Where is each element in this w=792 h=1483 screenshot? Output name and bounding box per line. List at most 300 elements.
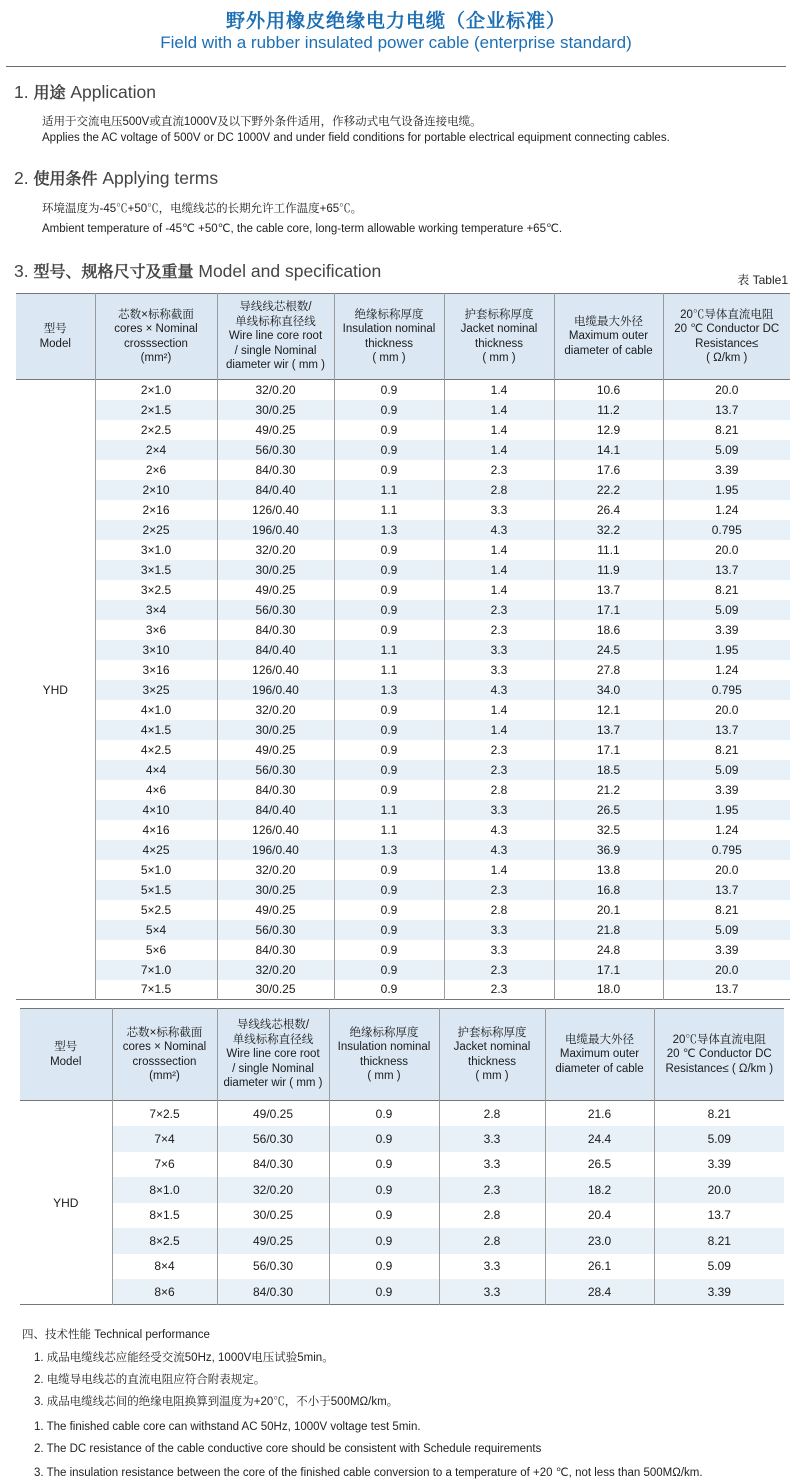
diameter-cell: 17.1 — [554, 600, 663, 620]
cores-cell: 3×16 — [95, 660, 217, 680]
table-row — [16, 740, 790, 760]
page-title-cn: 野外用橡皮绝缘电力电缆（企业标准） — [225, 10, 566, 32]
jacket-cell: 2.3 — [444, 760, 554, 780]
jacket-cell: 4.3 — [444, 820, 554, 840]
insulation-cell: 0.9 — [329, 1152, 439, 1178]
table-caption: 表 Table1 — [737, 273, 788, 287]
resistance-cell: 13.7 — [663, 560, 790, 580]
header-diameter: 电缆最大外径 Maximum outer diameter of cable — [545, 1009, 654, 1101]
insulation-cell: 0.9 — [334, 700, 444, 720]
insulation-cell: 0.9 — [334, 420, 444, 440]
performance-title: 四、技术性能 Technical performance — [22, 1329, 210, 1341]
table-row — [16, 640, 790, 660]
jacket-cell: 3.3 — [444, 800, 554, 820]
wire-cell: 126/0.40 — [217, 820, 334, 840]
wire-cell: 196/0.40 — [217, 520, 334, 540]
table-row — [16, 860, 790, 880]
diameter-cell: 32.5 — [554, 820, 663, 840]
diameter-cell: 18.2 — [545, 1177, 654, 1203]
cores-cell: 5×2.5 — [95, 900, 217, 920]
cores-cell: 5×1.0 — [95, 860, 217, 880]
resistance-cell: 13.7 — [663, 880, 790, 900]
table-header-row — [16, 294, 790, 380]
cores-cell: 4×2.5 — [95, 740, 217, 760]
diameter-cell: 22.2 — [554, 480, 663, 500]
table-row — [16, 960, 790, 980]
header-resistance: 20℃导体直流电阻 20 ℃ Conductor DC Resistance≤ ( Ω/km ) — [663, 294, 790, 380]
jacket-cell: 2.8 — [439, 1203, 545, 1229]
insulation-cell: 1.3 — [334, 840, 444, 860]
jacket-cell: 1.4 — [444, 440, 554, 460]
diameter-cell: 18.0 — [554, 980, 663, 1000]
cores-cell: 4×6 — [95, 780, 217, 800]
cores-cell: 5×6 — [95, 940, 217, 960]
insulation-cell: 0.9 — [329, 1177, 439, 1203]
diameter-cell: 24.8 — [554, 940, 663, 960]
wire-cell: 49/0.25 — [217, 420, 334, 440]
jacket-cell: 2.3 — [444, 740, 554, 760]
resistance-cell: 1.24 — [663, 660, 790, 680]
wire-cell: 126/0.40 — [217, 500, 334, 520]
header-model: 型号 Model — [20, 1009, 112, 1101]
resistance-cell: 8.21 — [663, 740, 790, 760]
resistance-cell: 20.0 — [663, 380, 790, 400]
wire-cell: 32/0.20 — [217, 700, 334, 720]
insulation-cell: 0.9 — [334, 440, 444, 460]
table-row — [20, 1254, 784, 1280]
section-heading-terms — [14, 166, 218, 189]
jacket-cell: 4.3 — [444, 840, 554, 860]
resistance-cell: 20.0 — [663, 540, 790, 560]
table-row — [16, 840, 790, 860]
diameter-cell: 24.5 — [554, 640, 663, 660]
jacket-cell: 3.3 — [439, 1126, 545, 1152]
insulation-cell: 0.9 — [334, 460, 444, 480]
insulation-cell: 0.9 — [334, 720, 444, 740]
resistance-cell: 0.795 — [663, 520, 790, 540]
table-row — [16, 400, 790, 420]
wire-cell: 49/0.25 — [217, 580, 334, 600]
table-row — [16, 560, 790, 580]
table-row — [16, 440, 790, 460]
jacket-cell: 3.3 — [439, 1152, 545, 1178]
table-row — [16, 380, 790, 400]
cores-cell: 8×1.0 — [112, 1177, 217, 1203]
wire-cell: 56/0.30 — [217, 600, 334, 620]
table-row — [16, 780, 790, 800]
diameter-cell: 32.2 — [554, 520, 663, 540]
wire-cell: 56/0.30 — [217, 1254, 329, 1280]
table-row — [16, 940, 790, 960]
table-header-row — [20, 1009, 784, 1101]
cores-cell: 2×10 — [95, 480, 217, 500]
wire-cell: 32/0.20 — [217, 540, 334, 560]
resistance-cell: 5.09 — [663, 440, 790, 460]
diameter-cell: 14.1 — [554, 440, 663, 460]
wire-cell: 84/0.40 — [217, 640, 334, 660]
cores-cell: 3×4 — [95, 600, 217, 620]
cores-cell: 3×2.5 — [95, 580, 217, 600]
jacket-cell: 2.3 — [444, 600, 554, 620]
header-cores: 芯数×标称截面 cores × Nominal crosssection (mm²) — [112, 1009, 217, 1101]
wire-cell: 49/0.25 — [217, 1101, 329, 1127]
cores-cell: 4×25 — [95, 840, 217, 860]
resistance-cell: 8.21 — [654, 1228, 784, 1254]
resistance-cell: 1.24 — [663, 500, 790, 520]
diameter-cell: 18.6 — [554, 620, 663, 640]
resistance-cell: 8.21 — [663, 580, 790, 600]
jacket-cell: 1.4 — [444, 580, 554, 600]
diameter-cell: 17.6 — [554, 460, 663, 480]
cores-cell: 2×1.0 — [95, 380, 217, 400]
jacket-cell: 2.3 — [444, 960, 554, 980]
cores-cell: 3×10 — [95, 640, 217, 660]
resistance-cell: 1.95 — [663, 640, 790, 660]
cores-cell: 2×6 — [95, 460, 217, 480]
jacket-cell: 1.4 — [444, 380, 554, 400]
resistance-cell: 1.95 — [663, 800, 790, 820]
insulation-cell: 1.3 — [334, 680, 444, 700]
cores-cell: 7×2.5 — [112, 1101, 217, 1127]
resistance-cell: 1.24 — [663, 820, 790, 840]
wire-cell: 84/0.30 — [217, 1152, 329, 1178]
wire-cell: 56/0.30 — [217, 1126, 329, 1152]
insulation-cell: 0.9 — [334, 880, 444, 900]
cores-cell: 4×1.0 — [95, 700, 217, 720]
jacket-cell: 2.8 — [439, 1228, 545, 1254]
insulation-cell: 1.1 — [334, 500, 444, 520]
table-row — [20, 1203, 784, 1229]
header-jacket: 护套标称厚度 Jacket nominal thickness ( mm ) — [439, 1009, 545, 1101]
section-title-en: Model and specification — [198, 261, 382, 281]
header-diameter: 电缆最大外径 Maximum outer diameter of cable — [554, 294, 663, 380]
resistance-cell: 20.0 — [663, 960, 790, 980]
insulation-cell: 0.9 — [334, 400, 444, 420]
spec-table-1 — [16, 293, 790, 1000]
table-row — [20, 1177, 784, 1203]
resistance-cell: 5.09 — [654, 1254, 784, 1280]
wire-cell: 84/0.30 — [217, 620, 334, 640]
section-title-cn: 用途 — [33, 83, 66, 102]
diameter-cell: 26.5 — [554, 800, 663, 820]
wire-cell: 56/0.30 — [217, 920, 334, 940]
resistance-cell: 0.795 — [663, 840, 790, 860]
page-header — [0, 0, 792, 66]
jacket-cell: 2.3 — [444, 460, 554, 480]
diameter-cell: 27.8 — [554, 660, 663, 680]
resistance-cell: 8.21 — [663, 420, 790, 440]
resistance-cell: 0.795 — [663, 680, 790, 700]
wire-cell: 84/0.30 — [217, 940, 334, 960]
diameter-cell: 18.5 — [554, 760, 663, 780]
resistance-cell: 3.39 — [663, 620, 790, 640]
insulation-cell: 0.9 — [329, 1101, 439, 1127]
diameter-cell: 20.1 — [554, 900, 663, 920]
insulation-cell: 0.9 — [329, 1126, 439, 1152]
jacket-cell: 4.3 — [444, 680, 554, 700]
insulation-cell: 0.9 — [334, 920, 444, 940]
table-row — [20, 1279, 784, 1305]
jacket-cell: 3.3 — [444, 660, 554, 680]
diameter-cell: 21.8 — [554, 920, 663, 940]
cores-cell: 2×1.5 — [95, 400, 217, 420]
resistance-cell: 1.95 — [663, 480, 790, 500]
table-row — [16, 420, 790, 440]
insulation-cell: 0.9 — [334, 540, 444, 560]
diameter-cell: 36.9 — [554, 840, 663, 860]
insulation-cell: 1.1 — [334, 640, 444, 660]
diameter-cell: 21.2 — [554, 780, 663, 800]
section-title-cn: 型号、规格尺寸及重量 — [33, 262, 194, 281]
cores-cell: 8×6 — [112, 1279, 217, 1305]
jacket-cell: 3.3 — [439, 1279, 545, 1305]
diameter-cell: 20.4 — [545, 1203, 654, 1229]
jacket-cell: 2.3 — [444, 980, 554, 1000]
resistance-cell: 5.09 — [663, 600, 790, 620]
wire-cell: 30/0.25 — [217, 560, 334, 580]
insulation-cell: 0.9 — [334, 760, 444, 780]
table-row — [16, 820, 790, 840]
diameter-cell: 17.1 — [554, 960, 663, 980]
table-row — [16, 600, 790, 620]
wire-cell: 30/0.25 — [217, 980, 334, 1000]
insulation-cell: 0.9 — [329, 1228, 439, 1254]
section-title-en: Application — [70, 82, 156, 102]
application-text-en: Applies the AC voltage of 500V or DC 1000V and under field conditions for portable electrical equipment connecting cables. — [42, 132, 670, 144]
wire-cell: 32/0.20 — [217, 380, 334, 400]
table-row — [16, 680, 790, 700]
diameter-cell: 21.6 — [545, 1101, 654, 1127]
terms-text-cn: 环境温度为-45℃+50℃，电缆线芯的长期允许工作温度+65℃。 — [42, 203, 363, 215]
wire-cell: 84/0.30 — [217, 1279, 329, 1305]
cores-cell: 7×6 — [112, 1152, 217, 1178]
table-row — [20, 1126, 784, 1152]
table-row — [16, 660, 790, 680]
section-title-en: Applying terms — [102, 168, 219, 188]
insulation-cell: 0.9 — [329, 1279, 439, 1305]
diameter-cell: 26.1 — [545, 1254, 654, 1280]
insulation-cell: 1.3 — [334, 520, 444, 540]
header-insulation: 绝缘标称厚度 Insulation nominal thickness ( mm ) — [334, 294, 444, 380]
insulation-cell: 0.9 — [334, 940, 444, 960]
jacket-cell: 2.3 — [444, 880, 554, 900]
jacket-cell: 2.8 — [444, 900, 554, 920]
jacket-cell: 2.8 — [439, 1101, 545, 1127]
table-row — [16, 920, 790, 940]
jacket-cell: 1.4 — [444, 700, 554, 720]
table-row — [16, 700, 790, 720]
cores-cell: 3×6 — [95, 620, 217, 640]
jacket-cell: 1.4 — [444, 860, 554, 880]
wire-cell: 196/0.40 — [217, 680, 334, 700]
resistance-cell: 13.7 — [654, 1203, 784, 1229]
table-row — [16, 720, 790, 740]
jacket-cell: 4.3 — [444, 520, 554, 540]
performance-item-en-2: 2. The DC resistance of the cable conductive core should be consistent with Schedule requirements — [34, 1443, 542, 1455]
cores-cell: 7×4 — [112, 1126, 217, 1152]
table-row — [16, 580, 790, 600]
page-title-en: Field with a rubber insulated power cable (enterprise standard) — [160, 33, 632, 52]
table-row — [20, 1228, 784, 1254]
header-jacket: 护套标称厚度 Jacket nominal thickness ( mm ) — [444, 294, 554, 380]
insulation-cell: 1.1 — [334, 480, 444, 500]
wire-cell: 32/0.20 — [217, 960, 334, 980]
cores-cell: 4×4 — [95, 760, 217, 780]
diameter-cell: 13.7 — [554, 580, 663, 600]
jacket-cell: 1.4 — [444, 400, 554, 420]
diameter-cell: 24.4 — [545, 1126, 654, 1152]
diameter-cell: 34.0 — [554, 680, 663, 700]
header-resistance: 20℃导体直流电阻 20 ℃ Conductor DC Resistance≤ ( Ω/km ) — [654, 1009, 784, 1101]
model-cell: YHD — [20, 1101, 112, 1305]
diameter-cell: 11.1 — [554, 540, 663, 560]
resistance-cell: 20.0 — [663, 860, 790, 880]
insulation-cell: 0.9 — [334, 580, 444, 600]
wire-cell: 126/0.40 — [217, 660, 334, 680]
diameter-cell: 12.9 — [554, 420, 663, 440]
wire-cell: 32/0.20 — [217, 1177, 329, 1203]
resistance-cell: 8.21 — [654, 1101, 784, 1127]
table-row — [16, 480, 790, 500]
header-wire: 导线线芯根数/ 单线标称直径线 Wire line core root / single Nominal diameter wir ( mm ) — [217, 1009, 329, 1101]
cores-cell: 2×2.5 — [95, 420, 217, 440]
resistance-cell: 3.39 — [654, 1152, 784, 1178]
cores-cell: 3×1.0 — [95, 540, 217, 560]
wire-cell: 56/0.30 — [217, 760, 334, 780]
wire-cell: 84/0.40 — [217, 800, 334, 820]
wire-cell: 49/0.25 — [217, 740, 334, 760]
model-cell: YHD — [16, 380, 95, 1000]
resistance-cell: 3.39 — [663, 460, 790, 480]
insulation-cell: 1.1 — [334, 820, 444, 840]
section-title-cn: 使用条件 — [33, 169, 98, 188]
jacket-cell: 3.3 — [444, 920, 554, 940]
header-cores: 芯数×标称截面 cores × Nominal crosssection (mm²) — [95, 294, 217, 380]
performance-item-cn-3: 3. 成品电缆线芯间的绝缘电阻换算到温度为+20℃，不小于500MΩ/km。 — [34, 1396, 399, 1408]
header-insulation: 绝缘标称厚度 Insulation nominal thickness ( mm ) — [329, 1009, 439, 1101]
jacket-cell: 2.3 — [439, 1177, 545, 1203]
insulation-cell: 0.9 — [334, 980, 444, 1000]
diameter-cell: 26.5 — [545, 1152, 654, 1178]
cores-cell: 2×25 — [95, 520, 217, 540]
insulation-cell: 0.9 — [334, 620, 444, 640]
section-number: 3. — [14, 261, 29, 281]
diameter-cell: 13.7 — [554, 720, 663, 740]
cores-cell: 8×1.5 — [112, 1203, 217, 1229]
resistance-cell: 20.0 — [654, 1177, 784, 1203]
insulation-cell: 1.1 — [334, 800, 444, 820]
cores-cell: 7×1.0 — [95, 960, 217, 980]
terms-text-en: Ambient temperature of -45℃ +50℃, the cable core, long-term allowable working temperature +65℃. — [42, 223, 563, 235]
performance-item-cn-2: 2. 电缆导电线芯的直流电阻应符合附表规定。 — [34, 1374, 266, 1386]
section-number: 2. — [14, 168, 29, 188]
performance-item-cn-1: 1. 成品电缆线芯应能经受交流50Hz, 1000V电压试验5min。 — [34, 1352, 334, 1364]
insulation-cell: 0.9 — [334, 560, 444, 580]
diameter-cell: 23.0 — [545, 1228, 654, 1254]
table-row — [16, 620, 790, 640]
diameter-cell: 17.1 — [554, 740, 663, 760]
insulation-cell: 0.9 — [334, 960, 444, 980]
table-row — [16, 880, 790, 900]
header-divider — [6, 66, 786, 67]
cores-cell: 2×16 — [95, 500, 217, 520]
application-text-cn: 适用于交流电压500V或直流1000V及以下野外条件适用，作移动式电气设备连接电缆。 — [42, 116, 482, 128]
table-row — [16, 900, 790, 920]
diameter-cell: 13.8 — [554, 860, 663, 880]
performance-item-en-3: 3. The insulation resistance between the core of the finished cable conversion to a temperature of +20 ℃, not less than 500MΩ/km. — [34, 1467, 703, 1479]
jacket-cell: 3.3 — [444, 940, 554, 960]
diameter-cell: 26.4 — [554, 500, 663, 520]
diameter-cell: 12.1 — [554, 700, 663, 720]
resistance-cell: 8.21 — [663, 900, 790, 920]
cores-cell: 4×10 — [95, 800, 217, 820]
header-wire: 导线线芯根数/ 单线标称直径线 Wire line core root / single Nominal diameter wir ( mm ) — [217, 294, 334, 380]
table-row — [16, 460, 790, 480]
section-heading-application — [14, 80, 156, 103]
cores-cell: 7×1.5 — [95, 980, 217, 1000]
table-row — [16, 500, 790, 520]
wire-cell: 32/0.20 — [217, 860, 334, 880]
insulation-cell: 0.9 — [334, 900, 444, 920]
cores-cell: 2×4 — [95, 440, 217, 460]
section-heading-spec — [14, 259, 381, 282]
spec-table-2 — [20, 1008, 784, 1305]
wire-cell: 84/0.30 — [217, 780, 334, 800]
performance-item-en-1: 1. The finished cable core can withstand AC 50Hz, 1000V voltage test 5min. — [34, 1421, 421, 1433]
insulation-cell: 0.9 — [334, 380, 444, 400]
table-body — [16, 380, 790, 1000]
wire-cell: 30/0.25 — [217, 1203, 329, 1229]
table-row — [20, 1101, 784, 1127]
resistance-cell: 5.09 — [663, 760, 790, 780]
wire-cell: 30/0.25 — [217, 880, 334, 900]
cores-cell: 4×1.5 — [95, 720, 217, 740]
wire-cell: 84/0.30 — [217, 460, 334, 480]
wire-cell: 30/0.25 — [217, 720, 334, 740]
resistance-cell: 13.7 — [663, 400, 790, 420]
insulation-cell: 0.9 — [334, 600, 444, 620]
table-row — [16, 800, 790, 820]
resistance-cell: 5.09 — [654, 1126, 784, 1152]
wire-cell: 49/0.25 — [217, 900, 334, 920]
insulation-cell: 1.1 — [334, 660, 444, 680]
resistance-cell: 20.0 — [663, 700, 790, 720]
cores-cell: 8×2.5 — [112, 1228, 217, 1254]
table-row — [16, 520, 790, 540]
cores-cell: 3×1.5 — [95, 560, 217, 580]
resistance-cell: 5.09 — [663, 920, 790, 940]
table-row — [16, 980, 790, 1000]
insulation-cell: 0.9 — [329, 1254, 439, 1280]
table-row — [20, 1152, 784, 1178]
jacket-cell: 1.4 — [444, 560, 554, 580]
cores-cell: 8×4 — [112, 1254, 217, 1280]
insulation-cell: 0.9 — [334, 860, 444, 880]
cores-cell: 3×25 — [95, 680, 217, 700]
wire-cell: 84/0.40 — [217, 480, 334, 500]
cores-cell: 4×16 — [95, 820, 217, 840]
jacket-cell: 1.4 — [444, 720, 554, 740]
wire-cell: 49/0.25 — [217, 1228, 329, 1254]
wire-cell: 56/0.30 — [217, 440, 334, 460]
diameter-cell: 11.2 — [554, 400, 663, 420]
resistance-cell: 13.7 — [663, 980, 790, 1000]
diameter-cell: 10.6 — [554, 380, 663, 400]
diameter-cell: 11.9 — [554, 560, 663, 580]
header-model: 型号 Model — [16, 294, 95, 380]
resistance-cell: 3.39 — [663, 780, 790, 800]
table-body — [20, 1101, 784, 1305]
